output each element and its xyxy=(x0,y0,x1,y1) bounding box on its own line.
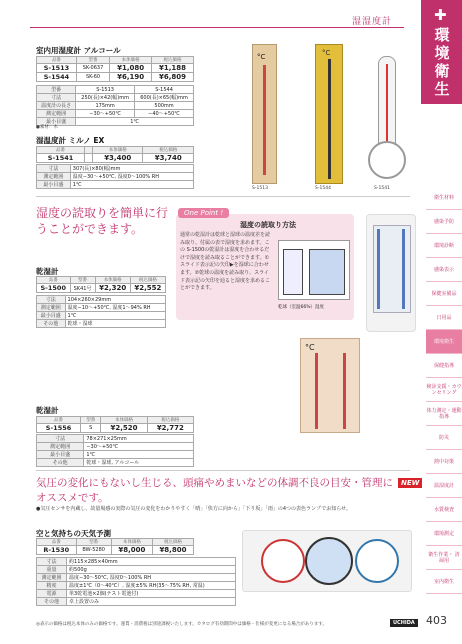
nav-item-5[interactable]: 日用品 xyxy=(426,306,462,330)
nav-item-0[interactable]: 衛生材料 xyxy=(426,186,462,210)
header-rule xyxy=(30,27,404,28)
nav-item-16[interactable]: 室内衛生 xyxy=(426,570,462,594)
scale-label: 乾球（室温66%）湿度 xyxy=(278,305,325,310)
nav-item-6[interactable]: 環境衛生 xyxy=(426,330,462,354)
hygrometer-s1556-image: °C xyxy=(300,338,360,433)
headline: 湿度の読取りを簡単に行うことができます。 xyxy=(36,206,169,236)
divider xyxy=(36,196,410,197)
divider-2 xyxy=(36,470,410,471)
nav-item-13[interactable]: 水質検査 xyxy=(426,498,462,522)
s3-title: 乾湿計 xyxy=(36,267,59,276)
scale-diagram xyxy=(278,240,350,300)
s5-spec-table: 寸法 約115×285×40mm 重量 約500g 測定範囲 温度−30～50℃, 湿度0～100% RH 精度 温度±1℃（0～40℃）, 湿度±5% RH(35～75% RH, 常温) 電源 単3乾電池×2個(テスト電池付) その他 卓上設置のみ xyxy=(36,557,236,606)
nav-item-9[interactable]: 体力測定・運動指導 xyxy=(426,402,462,426)
s4-price-table: 品番 型番 本体価格 税込価格 S-1556 S ¥2,520 ¥2,772 xyxy=(36,416,194,433)
s2-spec-table: 寸法 307(長)×80(幅)mm 測定範囲 温度−30～+50℃, 湿度0～100% RH 最小目盛 1℃ xyxy=(36,164,194,189)
s2-price-table: 品番 本体価格 税込価格 S-1541 ¥3,400 ¥3,740 xyxy=(36,146,194,163)
category-title: 湿湿度計 xyxy=(352,17,393,27)
one-point-badge: One Point ! xyxy=(178,208,229,218)
nav-item-4[interactable]: 保健室備品 xyxy=(426,282,462,306)
s1-note: ●素材：木 xyxy=(36,125,58,130)
s4-spec-table: 寸法 78×271×25mm 測定範囲 −30～+50℃ 最小目盛 1℃ その他 乾球・湿球, アルコール xyxy=(36,434,194,467)
page-number: 403 xyxy=(426,614,447,627)
nav-item-2[interactable]: 環境診断 xyxy=(426,234,462,258)
weather-station-image xyxy=(242,530,412,592)
footer-note: ◎表示の価格は税込本体のみの価格です。運賃・消費税は別途課税いたします。カタログ有効期間中は価格・仕様が変更になる場合があります。 xyxy=(36,622,327,627)
nav-item-14[interactable]: 環境測定 xyxy=(426,522,462,546)
nav-item-11[interactable]: 熱中対策 xyxy=(426,450,462,474)
one-point-body: 通常の乾湿計は乾球と湿球の温度差を読み取り、付属の表で湿度を求めます。この S-1500の乾湿計は湿度を合わせるだけで湿度を読み取ることができます。①スライド表示記の矢印▶を湿球に合わせます。②乾球の温度を読み取り、スライド表示記の矢印を辿ると湿度を求めることができます。 xyxy=(180,232,271,292)
side-tab xyxy=(421,0,462,104)
nav-item-10[interactable]: 防災 xyxy=(426,426,462,450)
nav-item-8[interactable]: 検診支援・カウンセリング xyxy=(426,378,462,402)
note-2: ●気圧センサを内蔵し、故量場感の実際の気圧の変化をわかりやすく「晴」「快方に向から」「下り坂」「雨」の4つの表色ランプでお知らせ。 xyxy=(36,506,351,512)
s3-spec-table: 寸法 104×260×29mm 測定範囲 温度−10～+50℃, 湿度1～94% RH 最小目盛 1℃ その他 乾球・湿球 xyxy=(36,295,166,328)
s1-title: 室内用湿度計 アルコール xyxy=(36,46,121,55)
label-s1541: S-1541 xyxy=(374,186,390,191)
nav-item-1[interactable]: 感染予防 xyxy=(426,210,462,234)
headline-2: 気圧の変化にもないし生じる、頭痛やめまいなどの体調不良の目安・管理にオススメです。 xyxy=(36,477,393,504)
plus-icon: ✚ xyxy=(434,6,447,24)
label-s1544: S-1544 xyxy=(315,186,331,191)
s4-title: 乾湿計 xyxy=(36,406,59,415)
nav-item-3[interactable]: 感染表示 xyxy=(426,258,462,282)
page-header xyxy=(0,0,462,8)
new-badge: NEW xyxy=(398,478,422,488)
label-s1513: S-1513 xyxy=(252,186,268,191)
s1-price-table: 品番 型番 本体価格 税込価格 S-1513 SK-0637 ¥1,080 ¥1,188 S-1544 SK-60 ¥6,190 ¥6,809 xyxy=(36,56,194,82)
thermometer-s1513-image: °C xyxy=(252,44,277,184)
nav-item-12[interactable]: 温湿度計 xyxy=(426,474,462,498)
thermometer-s1541-image xyxy=(362,56,412,181)
s3-price-table: 品番 型番 本体価格 税込価格 S-1500 SK41号 ¥2,320 ¥2,552 xyxy=(36,276,166,293)
nav-item-7[interactable]: 保健指導 xyxy=(426,354,462,378)
one-point-title: 湿度の読取り方法 xyxy=(240,221,296,229)
s1-spec-table: 型番 S-1513 S-1544 寸法 250(長)×42(幅)mm 600(長)×65(幅)mm 温度計の長さ 175mm 500mm 測定範囲 −30～+50℃ −40～+50℃ 最小目盛 1℃ xyxy=(36,85,194,126)
side-tab-title: 環境衛生 xyxy=(434,26,450,98)
hygrometer-s1500-image xyxy=(366,214,416,332)
brand-logo: UCHIDA xyxy=(390,619,418,627)
s5-title: 空と気持ちの天気予測 xyxy=(36,529,111,538)
nav-item-15[interactable]: 衛生作業・ 清掃用 xyxy=(426,546,462,570)
s2-title: 湿温度計 ミルノ EX xyxy=(36,136,105,145)
thermometer-s1544-image: °C xyxy=(315,44,343,184)
s5-price-table: 品番 型番 本体価格 税込価格 R-1530 BW-5280 ¥8,000 ¥8,800 xyxy=(36,538,194,555)
